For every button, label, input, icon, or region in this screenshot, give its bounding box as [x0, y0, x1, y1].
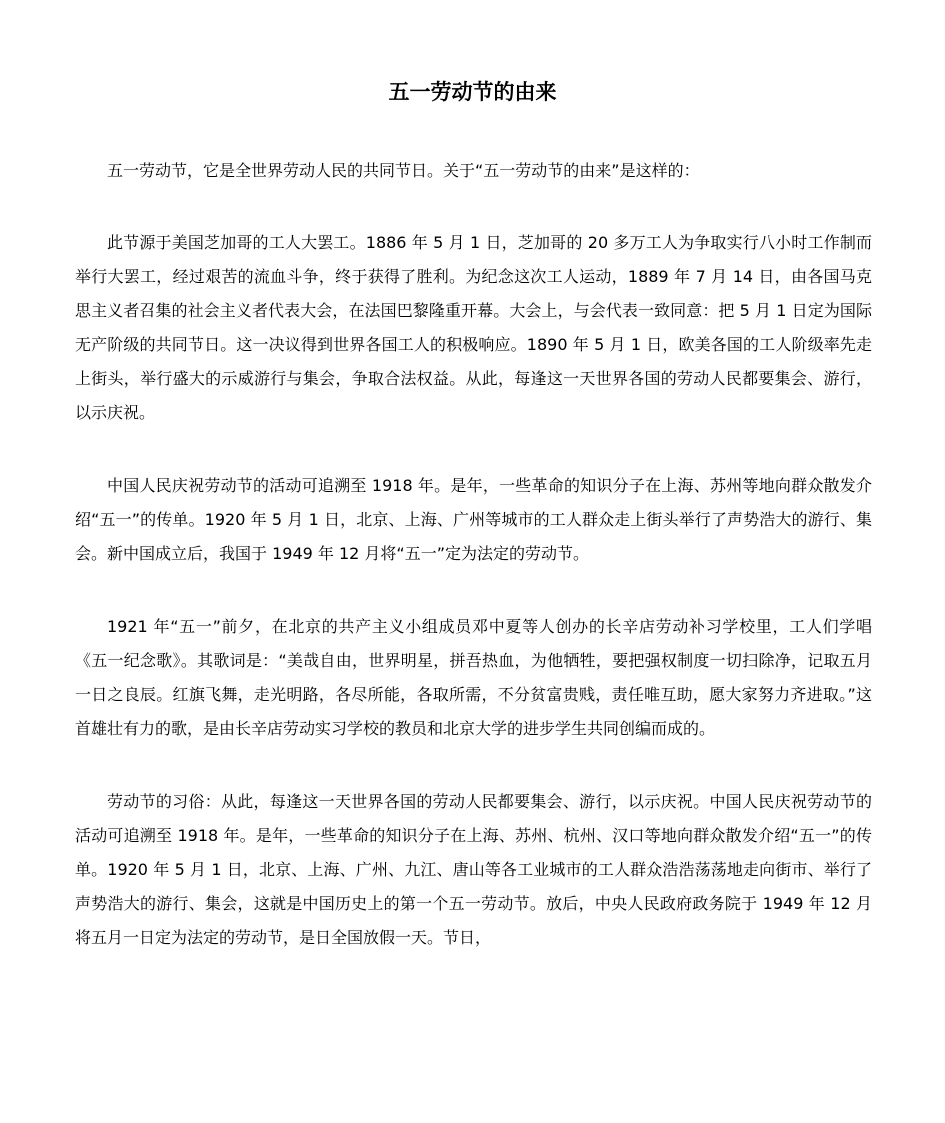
paragraph-song: 1921 年“五一”前夕，在北京的共产主义小组成员邓中夏等人创办的长辛店劳动补习学校里，工人们学唱《五一纪念歌》。其歌词是：“美哉自由，世界明星，拼吾热血，为他牺牲，要把强权制度一切扫除净，记取五月一日之良辰。红旗飞舞，走光明路，各尽所能，各取所需，不分贫富贵贱，责任唯互助，愿大家努力齐进取。”这首雄壮有力的歌，是由长辛店劳动实习学校的教员和北京大学的进步学生共同创编而成的。 [75, 617, 872, 738]
paragraph-intro: 五一劳动节，它是全世界劳动人民的共同节日。关于“五一劳动节的由来”是这样的： [107, 161, 700, 180]
page-title: 五一劳动节的由来 [388, 80, 557, 104]
paragraph-origin: 此节源于美国芝加哥的工人大罢工。1886 年 5 月 1 日，芝加哥的 20 多万工人为争取实行八小时工作制而举行大罢工，经过艰苦的流血斗争，终于获得了胜利。为纪念这次工人运动，1889 年 7 月 14 日，由各国马克思主义者召集的社会主义者代表大会，在法国巴黎隆重开幕。大会上，与会代表一致同意：把 5 月 1 日定为国际无产阶级的共同节日。这一决议得到世界各国工人的积极响应。1890 年 5 月 1 日，欧美各国的工人阶级率先走上街头，举行盛大的示威游行与集会，争取合法权益。从此，每逢这一天世界各国的劳动人民都要集会、游行，以示庆祝。 [75, 233, 872, 422]
paragraph-china-history: 中国人民庆祝劳动节的活动可追溯至 1918 年。是年，一些革命的知识分子在上海、苏州等地向群众散发介绍“五一”的传单。1920 年 5 月 1 日，北京、上海、广州等城市的工人群众走上街头举行了声势浩大的游行、集会。新中国成立后，我国于 1949 年 12 月将“五一”定为法定的劳动节。 [75, 476, 872, 563]
paragraph-customs: 劳动节的习俗：从此，每逢这一天世界各国的劳动人民都要集会、游行，以示庆祝。中国人民庆祝劳动节的活动可追溯至 1918 年。是年，一些革命的知识分子在上海、苏州、杭州、汉口等地向群众散发介绍“五一”的传单。1920 年 5 月 1 日，北京、上海、广州、九江、唐山等各工业城市的工人群众浩浩荡荡地走向街市、举行了声势浩大的游行、集会，这就是中国历史上的第一个五一劳动节。放后，中央人民政府政务院于 1949 年 12 月将五月一日定为法定的劳动节，是日全国放假一天。节日， [75, 792, 872, 947]
document-body [75, 154, 872, 994]
